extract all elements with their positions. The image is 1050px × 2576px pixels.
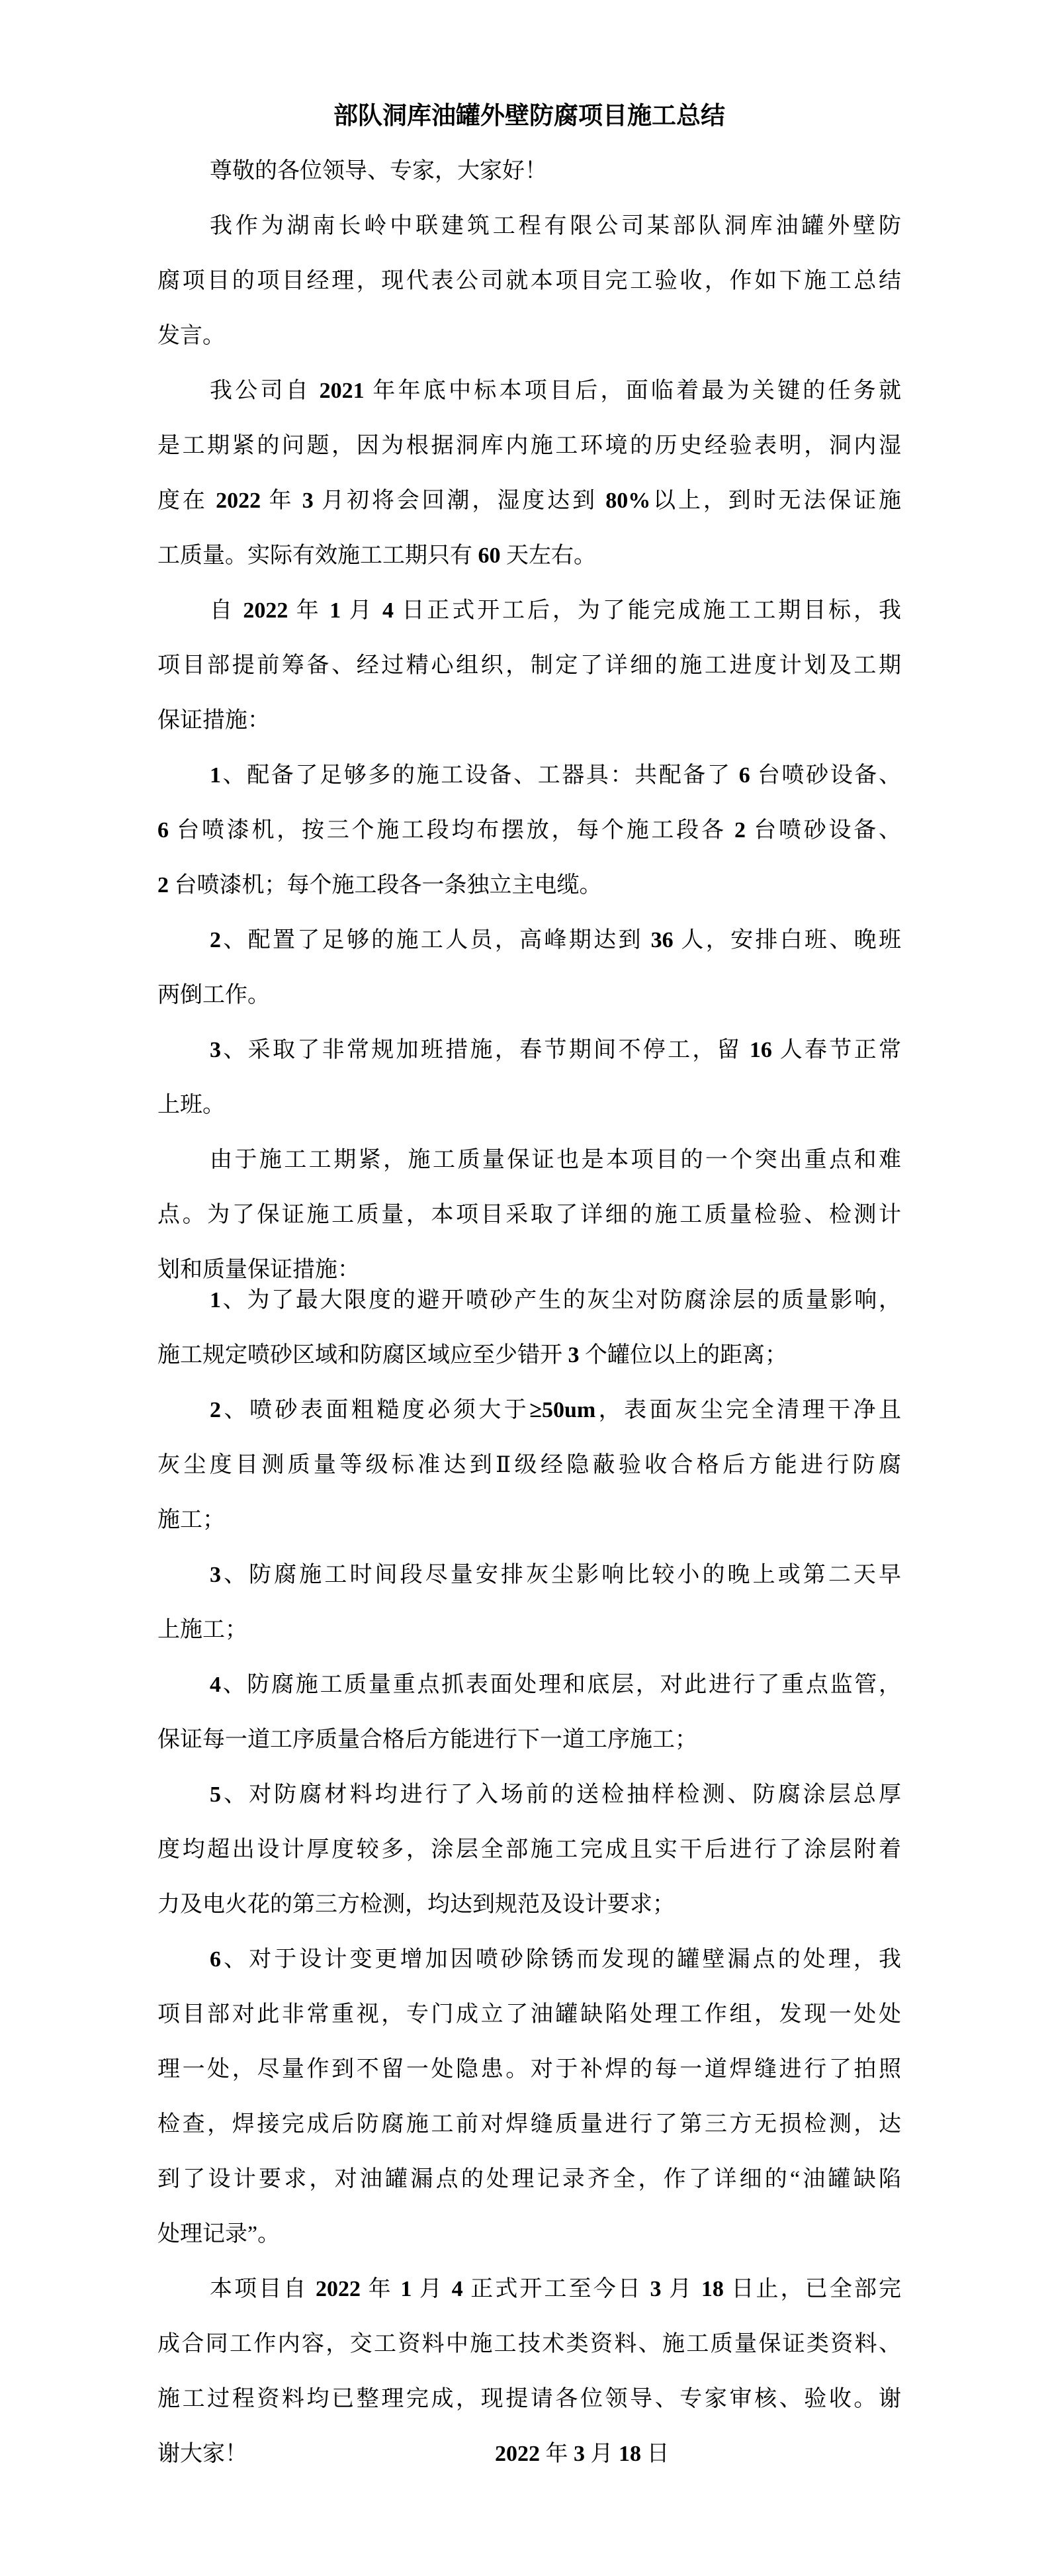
text-line: 两倒工作。 — [157, 983, 270, 1007]
text-line: 2、配置了足够的施工人员，高峰期达到 36 人，安排白班、晚班 — [210, 928, 902, 952]
text-line: 1、配备了足够多的施工设备、工器具：共配备了 6 台喷砂设备、 — [210, 763, 902, 788]
text-line: 保证每一道工序质量合格后方能进行下一道工序施工； — [157, 1727, 697, 1752]
text-line: 灰尘度目测质量等级标准达到Ⅱ级经隐蔽验收合格后方能进行防腐 — [157, 1453, 901, 1477]
text-line: 上施工； — [157, 1618, 247, 1642]
text-line: 是工期紧的问题，因为根据洞库内施工环境的历史经验表明，洞内湿 — [157, 434, 901, 458]
text-line: 1、为了最大限度的避开喷砂产生的灰尘对防腐涂层的质量影响， — [210, 1288, 901, 1312]
text-line: 点。为了保证施工质量，本项目采取了详细的施工质量检验、检测计 — [157, 1203, 901, 1227]
text-line: 施工过程资料均已整理完成，现提请各位领导、专家审核、验收。谢 — [157, 2387, 901, 2411]
text-line: 5、对防腐材料均进行了入场前的送检抽样检测、防腐涂层总厚 — [210, 1782, 901, 1807]
text-line: 本项目自 2022 年 1 月 4 正式开工至今日 3 月 18 日止，已全部完 — [210, 2277, 902, 2301]
text-line: 到了设计要求，对油罐漏点的处理记录齐全，作了详细的“油罐缺陷 — [157, 2167, 901, 2191]
text-line: 理一处，尽量作到不留一处隐患。对于补焊的每一道焊缝进行了拍照 — [157, 2057, 901, 2082]
text-line: 由于施工工期紧，施工质量保证也是本项目的一个突出重点和难 — [210, 1148, 901, 1172]
text-line: 施工； — [157, 1508, 225, 1532]
text-line: 施工规定喷砂区域和防腐区域应至少错开 3 个罐位以上的距离； — [157, 1343, 787, 1367]
text-line: 我作为湖南长岭中联建筑工程有限公司某部队洞库油罐外壁防 — [210, 214, 901, 238]
closing-text: 谢大家！ — [157, 2442, 247, 2466]
text-line: 自 2022 年 1 月 4 日正式开工后，为了能完成施工工期目标，我 — [210, 598, 902, 623]
text-line: 3、防腐施工时间段尽量安排灰尘影响比较小的晚上或第二天早 — [210, 1563, 901, 1587]
text-line: 成合同工作内容，交工资料中施工技术类资料、施工质量保证类资料、 — [157, 2332, 901, 2356]
text-line: 3、采取了非常规加班措施，春节期间不停工，留 16 人春节正常 — [210, 1038, 902, 1062]
page-title: 部队洞库油罐外壁防腐项目施工总结 — [333, 103, 725, 130]
text-line: 2 台喷漆机；每个施工段各一条独立主电缆。 — [157, 873, 602, 897]
text-line: 力及电火花的第三方检测，均达到规范及设计要求； — [157, 1892, 675, 1917]
text-line: 腐项目的项目经理，现代表公司就本项目完工验收，作如下施工总结 — [157, 269, 901, 293]
text-line: 我公司自 2021 年年底中标本项目后，面临着最为关键的任务就 — [210, 379, 902, 403]
text-line: 工质量。实际有效施工工期只有 60 天左右。 — [157, 543, 596, 568]
text-line: 项目部对此非常重视，专门成立了油罐缺陷处理工作组，发现一处处 — [157, 2002, 901, 2027]
text-line: 2、喷砂表面粗糙度必须大于≥50um，表面灰尘完全清理干净且 — [210, 1398, 902, 1422]
document-date: 2022 年 3 月 18 日 — [495, 2442, 670, 2466]
text-line: 划和质量保证措施： — [157, 1258, 360, 1282]
text-line: 6 台喷漆机，按三个施工段均布摆放，每个施工段各 2 台喷砂设备、 — [157, 818, 901, 843]
document-body — [157, 144, 901, 2481]
text-line: 4、防腐施工质量重点抓表面处理和底层，对此进行了重点监管， — [210, 1673, 901, 1697]
text-line: 处理记录”。 — [157, 2222, 281, 2246]
text-line: 度在 2022 年 3 月初将会回潮，湿度达到 80%以上，到时无法保证施 — [157, 488, 902, 513]
text-line: 检查，焊接完成后防腐施工前对焊缝质量进行了第三方无损检测，达 — [157, 2112, 901, 2137]
document-content — [157, 89, 901, 2481]
text-line: 6、对于设计变更增加因喷砂除锈而发现的罐壁漏点的处理，我 — [210, 1947, 901, 1972]
text-line — [157, 2426, 901, 2481]
text-line: 度均超出设计厚度较多，涂层全部施工完成且实干后进行了涂层附着 — [157, 1837, 901, 1862]
text-line: 发言。 — [157, 324, 225, 348]
text-line: 尊敬的各位领导、专家，大家好！ — [210, 159, 547, 183]
text-line: 项目部提前筹备、经过精心组织，制定了详细的施工进度计划及工期 — [157, 653, 901, 678]
text-line: 上班。 — [157, 1093, 225, 1117]
text-line: 保证措施： — [157, 708, 270, 733]
